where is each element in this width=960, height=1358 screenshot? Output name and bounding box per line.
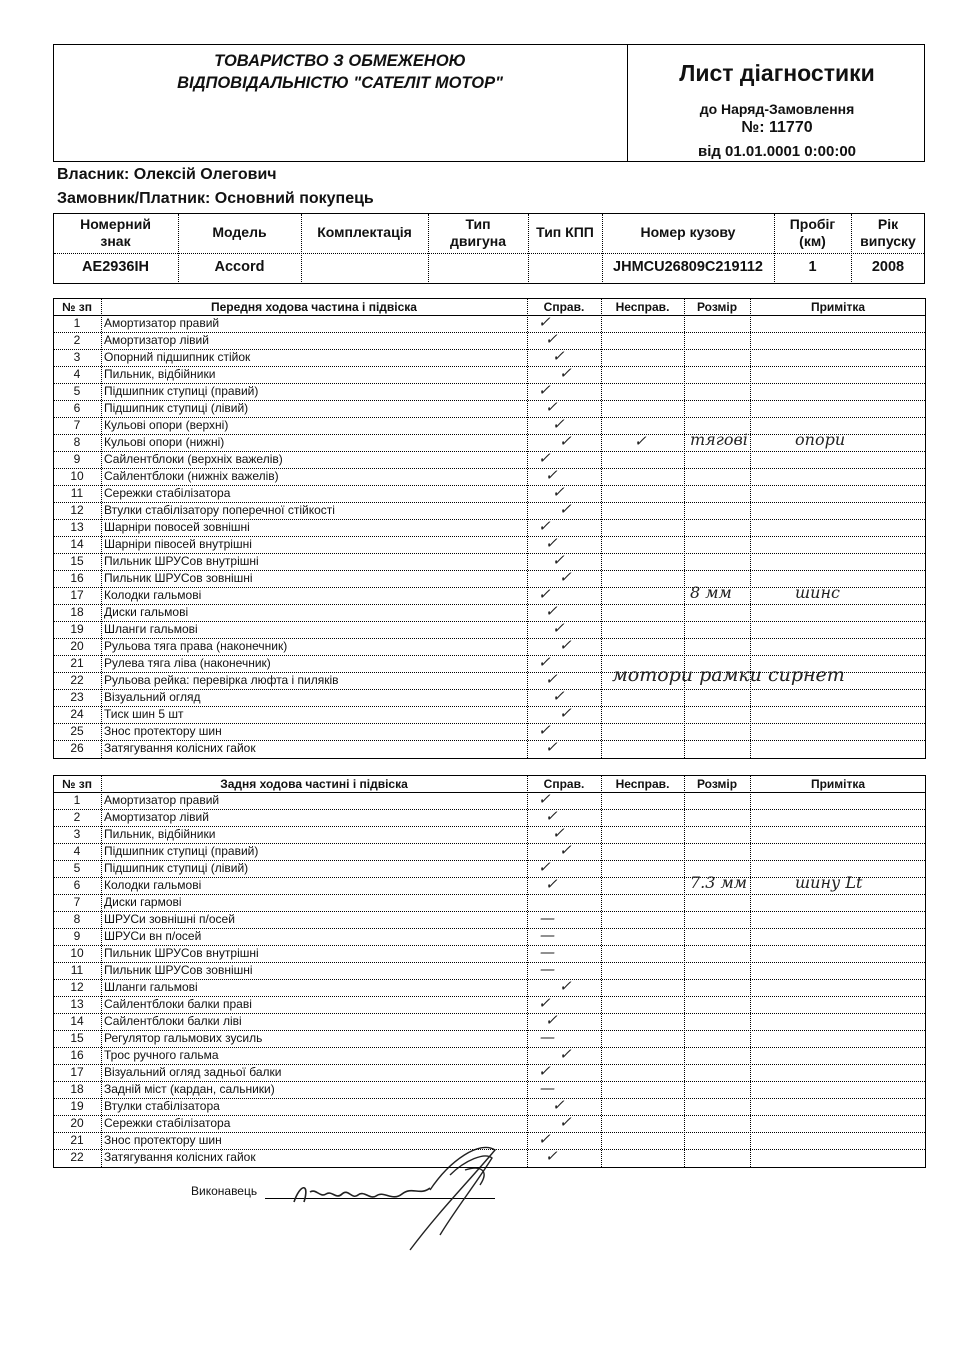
vehicle-header-line: Номер кузову	[640, 224, 736, 240]
rear-row-number: 16	[70, 1048, 84, 1062]
front-row-note: опори	[795, 430, 846, 449]
rear-row-number: 21	[70, 1133, 84, 1147]
front-row-ok-mark: ✓	[538, 585, 551, 603]
vehicle-value: 2008	[871, 259, 905, 275]
vehicle-value: 1	[808, 259, 817, 275]
rear-row-name: Сережки стабілізатора	[104, 1116, 231, 1130]
front-row-ok-mark: ✓	[545, 398, 558, 416]
front-row-ok-mark: ✓	[559, 568, 572, 586]
front-row-number: 15	[70, 554, 84, 568]
rear-row-number: 10	[70, 946, 84, 960]
front-row-line	[54, 706, 925, 707]
rear-row-ok-mark: ✓	[538, 858, 551, 876]
front-row-number: 19	[70, 622, 84, 636]
rear-row-ok-mark: —	[540, 1079, 555, 1097]
rear-row-number: 17	[70, 1065, 84, 1079]
rear-row-ok-mark: ✓	[545, 875, 558, 893]
front-row-name: Рульова рейка: перевірка люфта і пиляків	[104, 673, 339, 687]
rear-col-divider	[750, 776, 751, 1167]
rear-row-name: Підшипник ступиці (лівий)	[104, 861, 249, 875]
front-row-ok-mark: ✓	[552, 551, 565, 569]
front-row-number: 5	[73, 384, 81, 398]
rear-row-name: Пильник ШРУСов внутрішні	[104, 946, 259, 960]
front-header: Справ.	[543, 300, 585, 314]
vehicle-header-line: Пробіг	[789, 216, 836, 232]
front-row-ok-mark: ✓	[545, 738, 558, 756]
front-row-ok-mark: ✓	[538, 449, 551, 467]
front-row-note: шинс	[795, 583, 840, 602]
rear-row-name: Підшипник ступиці (правий)	[104, 844, 259, 858]
vehicle-header	[301, 224, 428, 241]
vehicle-header	[428, 216, 528, 250]
rear-row-name: Візуальний огляд задньої балки	[104, 1065, 282, 1079]
vehicle-value: JHMCU26809C219112	[613, 259, 763, 275]
order-date: від 01.01.0001 0:00:00	[697, 143, 857, 160]
front-row-name: Пильник ШРУСов зовнішні	[104, 571, 253, 585]
front-header: Розмір	[696, 300, 738, 314]
front-row-name: Шарніри повосей зовнішні	[104, 520, 250, 534]
front-row-ok-mark: ✓	[545, 466, 558, 484]
front-row-number: 16	[70, 571, 84, 585]
rear-row-ok-mark: ✓	[545, 1011, 558, 1029]
front-row-size: тягові	[690, 430, 748, 449]
front-row-ok-mark: ✓	[559, 500, 572, 518]
front-row-name: Диски гальмові	[104, 605, 189, 619]
rear-header: Несправ.	[615, 777, 670, 791]
rear-row-ok-mark: ✓	[552, 1096, 565, 1114]
front-row-number: 22	[70, 673, 84, 687]
rear-row-name: ШРУСи зовнішні п/осей	[104, 912, 235, 926]
rear-header: Справ.	[543, 777, 585, 791]
front-row-number: 26	[70, 741, 84, 755]
rear-row-number: 7	[73, 895, 81, 909]
front-row-number: 10	[70, 469, 84, 483]
front-row-number: 1	[73, 316, 81, 330]
customer-line: Замовник/Платник: Основний покупець	[57, 190, 374, 207]
vehicle-header	[774, 216, 851, 250]
rear-row-number: 6	[73, 878, 81, 892]
vehicle-header-line: Комплектація	[317, 224, 412, 240]
rear-row-number: 19	[70, 1099, 84, 1113]
front-row-name: Пильник ШРУСов внутрішні	[104, 554, 259, 568]
rear-row-name: Задній міст (кардан, сальники)	[104, 1082, 275, 1096]
rear-row-ok-mark: ✓	[538, 994, 551, 1012]
company-name-line1: ТОВАРИСТВО З ОБМЕЖЕНОЮ	[214, 52, 466, 70]
vehicle-header-line: (км)	[799, 233, 826, 249]
front-row-name: Сайлентблоки (верхніх важелів)	[104, 452, 283, 466]
front-row-name: Сайлентблоки (нижніх важелів)	[104, 469, 279, 483]
rear-row-number: 3	[73, 827, 81, 841]
front-row-name: Рульова тяга права (наконечник)	[104, 639, 288, 653]
front-row-number: 14	[70, 537, 84, 551]
rear-header: Задня ходова частині і підвіска	[220, 777, 408, 791]
rear-row-ok-mark: ✓	[559, 977, 572, 995]
front-row-ok-mark: ✓	[538, 721, 551, 739]
rear-row-ok-mark: ✓	[552, 824, 565, 842]
front-row-name: Візуальний огляд	[104, 690, 201, 704]
front-row-number: 6	[73, 401, 81, 415]
front-row-name: Підшипник ступиці (правий)	[104, 384, 259, 398]
rear-col-divider	[101, 776, 102, 1167]
front-row-name: Шланги гальмові	[104, 622, 198, 636]
front-row-ok-mark: ✓	[552, 619, 565, 637]
rear-row-ok-mark: ✓	[545, 1147, 558, 1165]
rear-row-ok-mark: —	[540, 960, 555, 978]
front-row-faulty-mark: ✓	[634, 432, 647, 450]
front-row-number: 8	[73, 435, 81, 449]
front-row-name: Тиск шин 5 шт	[104, 707, 184, 721]
document-title: Лист діагностики	[679, 60, 875, 86]
vehicle-header-line: Модель	[212, 224, 267, 240]
front-row-name: Опорний підшипник стійок	[104, 350, 251, 364]
front-row-ok-mark: ✓	[538, 653, 551, 671]
front-row-number: 21	[70, 656, 84, 670]
rear-row-number: 11	[70, 963, 84, 977]
front-row-number: 18	[70, 605, 84, 619]
vehicle-header-line: випуску	[860, 233, 916, 249]
vehicle-header-line: двигуна	[450, 233, 506, 249]
front-row-ok-mark: ✓	[559, 432, 572, 450]
front-row-ok-mark: ✓	[552, 415, 565, 433]
rear-row-number: 4	[73, 844, 81, 858]
vehicle-header	[851, 216, 925, 250]
front-row-number: 25	[70, 724, 84, 738]
rear-row-name: Сайлентблоки балки праві	[104, 997, 252, 1011]
vehicle-value: АЕ2936ІН	[82, 259, 149, 275]
front-row-number: 20	[70, 639, 84, 653]
rear-row-name: Пильник ШРУСов зовнішні	[104, 963, 253, 977]
front-row-name: Кульові опори (нижні)	[104, 435, 225, 449]
rear-row-number: 5	[73, 861, 81, 875]
performer-label: Виконавець	[191, 1184, 258, 1198]
rear-row-ok-mark: ✓	[559, 841, 572, 859]
vehicle-table-divider	[54, 253, 924, 254]
vehicle-header-line: Тип КПП	[536, 224, 594, 240]
vehicle-header-line: знак	[100, 233, 131, 249]
rear-row-name: Сайлентблоки балки ліві	[104, 1014, 242, 1028]
rear-row-number: 12	[70, 980, 84, 994]
front-row-number: 11	[70, 486, 84, 500]
front-row-ok-mark: ✓	[545, 330, 558, 348]
company-name-line2: ВІДПОВІДАЛЬНІСТЮ "САТЕЛІТ МОТОР"	[177, 74, 503, 92]
rear-row-name: Регулятор гальмових зусиль	[104, 1031, 263, 1045]
rear-row-ok-mark: —	[540, 943, 555, 961]
front-row-number: 3	[73, 350, 81, 364]
rear-row-number: 18	[70, 1082, 84, 1096]
front-row-name: Затягування колісних гайок	[104, 741, 256, 755]
front-row-number: 7	[73, 418, 81, 432]
front-row-number: 12	[70, 503, 84, 517]
rear-row-line	[54, 894, 925, 895]
front-row-ok-mark: ✓	[538, 517, 551, 535]
front-row-ok-mark: ✓	[559, 636, 572, 654]
front-row-name: Амортизатор лівий	[104, 333, 209, 347]
front-row-name: Підшипник ступиці (лівий)	[104, 401, 249, 415]
front-row-ok-mark: ✓	[538, 313, 551, 331]
rear-row-ok-mark: —	[540, 1028, 555, 1046]
rear-header: № зп	[62, 777, 92, 791]
rear-col-divider	[601, 776, 602, 1167]
front-header: Передня ходова частина і підвіска	[211, 300, 417, 314]
rear-row-ok-mark: —	[540, 926, 555, 944]
vehicle-value: Accord	[214, 259, 265, 275]
front-row-ok-mark: ✓	[545, 534, 558, 552]
front-row-ok-mark: ✓	[545, 602, 558, 620]
vehicle-header	[602, 224, 774, 241]
rear-header: Примітка	[810, 777, 866, 791]
rear-col-divider	[527, 776, 528, 1167]
rear-row-name: Втулки стабілізатора	[104, 1099, 220, 1113]
header-divider	[627, 44, 628, 162]
rear-row-number: 1	[73, 793, 81, 807]
front-row-name: Сережки стабілізатора	[104, 486, 231, 500]
front-row-name: Колодки гальмові	[104, 588, 202, 602]
vehicle-header	[178, 224, 301, 241]
rear-row-number: 2	[73, 810, 81, 824]
rear-row-name: Знос протектору шин	[104, 1133, 222, 1147]
rear-row-number: 9	[73, 929, 81, 943]
rear-row-name: Пильник, відбійники	[104, 827, 216, 841]
rear-row-name: Амортизатор правий	[104, 793, 220, 807]
front-row-name: Втулки стабілізатору поперечної стійкості	[104, 503, 335, 517]
front-row-number: 24	[70, 707, 84, 721]
order-number: №: 11770	[741, 119, 813, 136]
front-row-ok-mark: ✓	[559, 704, 572, 722]
front-row-number: 2	[73, 333, 81, 347]
front-row-name: Кульові опори (верхні)	[104, 418, 229, 432]
rear-header: Розмір	[696, 777, 738, 791]
rear-row-ok-mark: ✓	[538, 790, 551, 808]
front-row-ok-mark: ✓	[552, 687, 565, 705]
rear-row-name: Затягування колісних гайок	[104, 1150, 256, 1164]
front-row-ok-mark: ✓	[552, 347, 565, 365]
rear-col-divider	[684, 776, 685, 1167]
front-row-name: Знос протектору шин	[104, 724, 222, 738]
rear-row-name: Амортизатор лівий	[104, 810, 209, 824]
vehicle-header-line: Номерний	[80, 216, 151, 232]
front-row-ok-mark: ✓	[559, 364, 572, 382]
front-row-name: Рулева тяга ліва (наконечник)	[104, 656, 271, 670]
rear-row-name: Шланги гальмові	[104, 980, 198, 994]
front-row-ok-mark: ✓	[552, 483, 565, 501]
front-row-number: 4	[73, 367, 81, 381]
front-row-size: 8 мм	[690, 583, 732, 602]
vehicle-header	[53, 216, 178, 250]
rear-row-name: Колодки гальмові	[104, 878, 202, 892]
rear-row-name: ШРУСи вн п/осей	[104, 929, 202, 943]
rear-row-number: 15	[70, 1031, 84, 1045]
rear-row-number: 13	[70, 997, 84, 1011]
rear-row-ok-mark: —	[540, 909, 555, 927]
rear-row-ok-mark: ✓	[538, 1062, 551, 1080]
rear-row-number: 14	[70, 1014, 84, 1028]
front-row22-note: мотори рамки сирнет	[612, 664, 845, 686]
front-row-name: Пильник, відбійники	[104, 367, 216, 381]
order-label: до Наряд-Замовлення	[699, 101, 855, 117]
rear-row-number: 20	[70, 1116, 84, 1130]
front-header: № зп	[62, 300, 92, 314]
front-row-name: Амортизатор правий	[104, 316, 220, 330]
rear-row-ok-mark: ✓	[538, 1130, 551, 1148]
front-row-name: Шарніри півосей внутрішні	[104, 537, 252, 551]
front-row-number: 23	[70, 690, 84, 704]
front-header: Примітка	[810, 300, 866, 314]
front-row-number: 17	[70, 588, 84, 602]
front-row-ok-mark: ✓	[545, 670, 558, 688]
rear-row-ok-mark: ✓	[545, 807, 558, 825]
rear-row-name: Трос ручного гальма	[104, 1048, 219, 1062]
rear-row-name: Диски гармові	[104, 895, 182, 909]
rear-row-size: 7.3 мм	[690, 873, 748, 892]
rear-row-ok-mark: ✓	[559, 1045, 572, 1063]
front-row-number: 13	[70, 520, 84, 534]
rear-row-number: 22	[70, 1150, 84, 1164]
front-row-number: 9	[73, 452, 81, 466]
rear-row-note: шину Lt	[795, 873, 863, 892]
front-header: Несправ.	[615, 300, 670, 314]
vehicle-header	[528, 224, 602, 241]
vehicle-header-line: Тип	[465, 216, 491, 232]
owner-line: Власник: Олексій Олегович	[57, 166, 277, 183]
rear-row-number: 8	[73, 912, 81, 926]
vehicle-header-line: Рік	[877, 216, 899, 232]
front-row-ok-mark: ✓	[538, 381, 551, 399]
rear-row-ok-mark: ✓	[559, 1113, 572, 1131]
